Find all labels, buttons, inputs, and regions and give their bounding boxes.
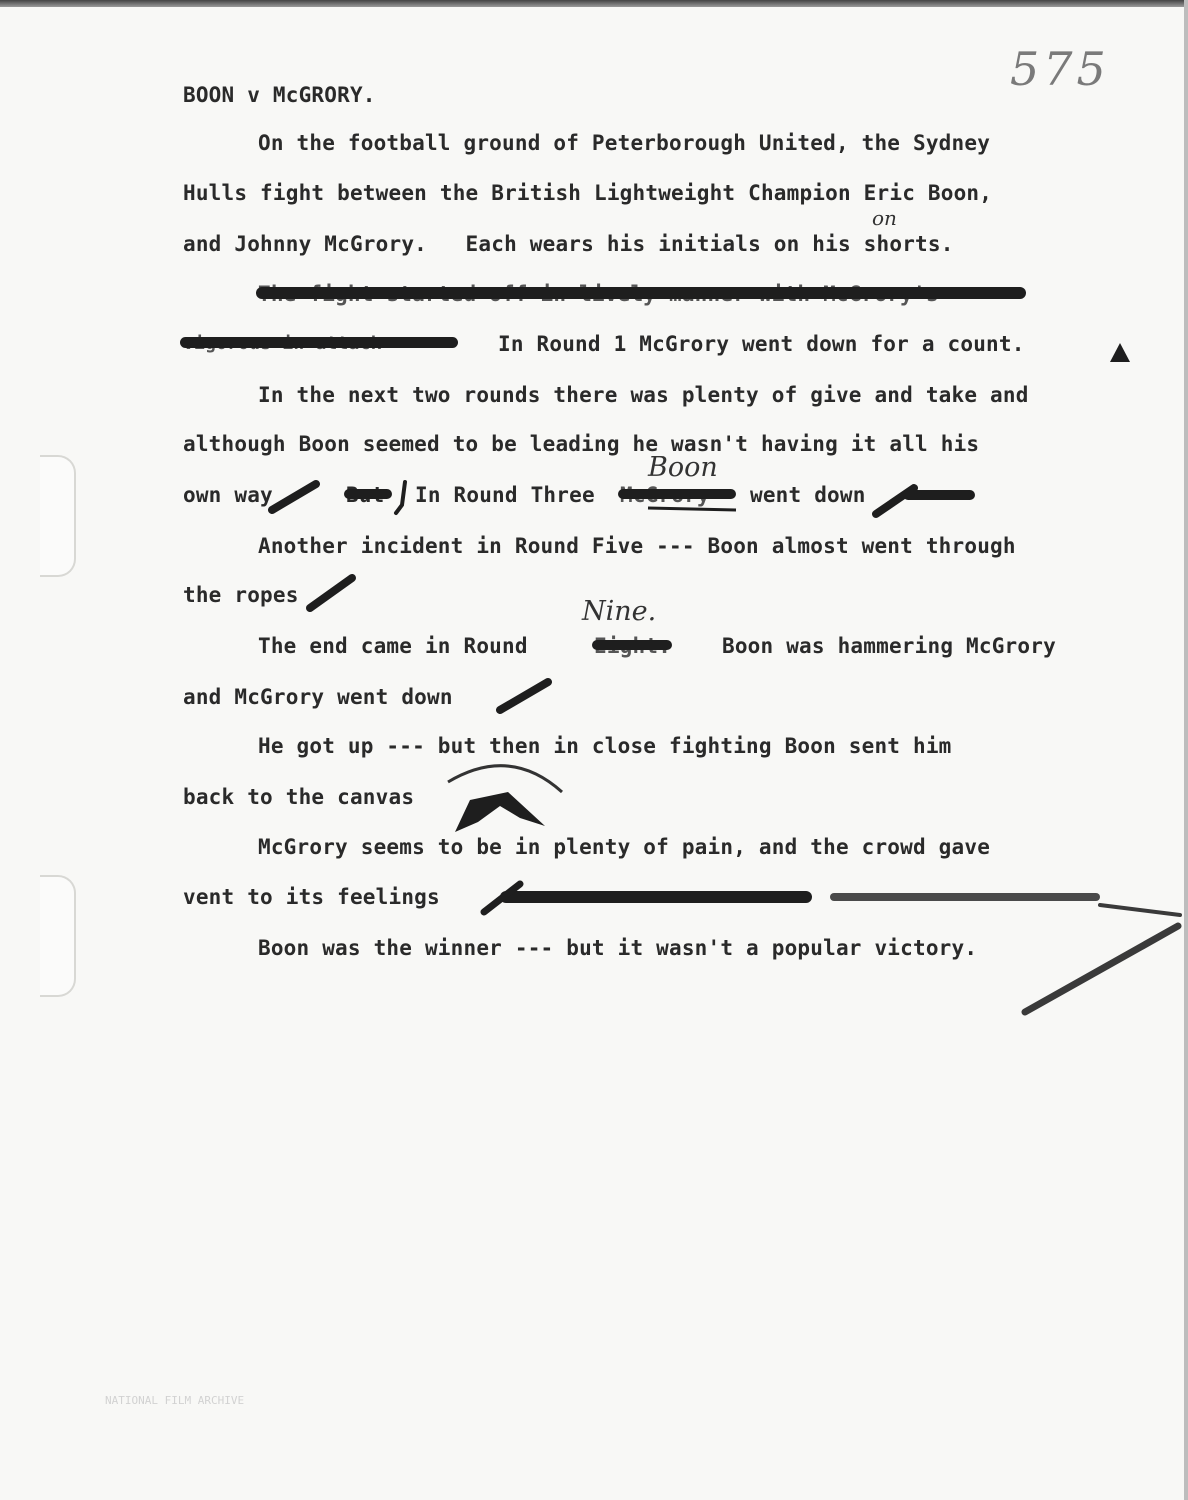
slash-mark: [484, 884, 520, 912]
paragraph-line: McGrory seems to be in plenty of pain, and the crowd gave: [258, 835, 991, 859]
insert-mark: [396, 482, 405, 513]
heading: BOON v McGRORY.: [183, 83, 376, 107]
paragraph-fragment: vent to its feelings: [183, 885, 440, 909]
handwritten-nine: Nine.: [582, 596, 657, 627]
slash-mark: [1025, 926, 1178, 1012]
arc-mark: [448, 766, 562, 792]
paragraph-line: In the next two rounds there was plenty of give and take and: [258, 383, 1029, 407]
paragraph-fragment: In Round Three: [415, 483, 595, 507]
paragraph-line: although Boon seemed to be leading he wasn't having it all his: [183, 432, 980, 456]
paragraph-line: Hulls fight between the British Lightweight Champion Eric Boon,: [183, 181, 993, 205]
slash-mark: [1100, 905, 1180, 915]
handwritten-on: on: [872, 206, 897, 230]
paragraph-fragment: went down: [750, 483, 866, 507]
paragraph-fragment: back to the canvas: [183, 785, 415, 809]
paragraph-fragment: the ropes: [183, 583, 299, 607]
paragraph-fragment: and McGrory went down: [183, 685, 453, 709]
paragraph-fragment: The end came in Round: [258, 634, 528, 658]
faint-footer-text: NATIONAL FILM ARCHIVE: [105, 1394, 245, 1407]
paragraph-fragment: Boon was hammering McGrory: [722, 634, 1056, 658]
paragraph-line: He got up --- but then in close fighting Boon sent him: [258, 734, 952, 758]
slash-mark: [876, 488, 914, 514]
paragraph-line: and Johnny McGrory. Each wears his initials on his shorts.: [183, 232, 954, 256]
paragraph-line: Another incident in Round Five --- Boon almost went through: [258, 534, 1016, 558]
paragraph-line: On the football ground of Peterborough United, the Sydney: [258, 131, 991, 155]
handwritten-boon: Boon: [648, 452, 718, 483]
underline-mark: [648, 508, 736, 510]
blot-mark: [455, 792, 545, 832]
paragraph-line: Boon was the winner --- but it wasn't a popular victory.: [258, 936, 978, 960]
handwritten-page-number: 575: [1010, 42, 1110, 96]
paragraph-fragment: own way: [183, 483, 273, 507]
slash-mark: [272, 484, 316, 510]
slash-mark: [500, 682, 548, 710]
slash-mark: [310, 578, 352, 608]
paragraph-line: In Round 1 McGrory went down for a count.: [498, 332, 1025, 356]
caret-mark: [1110, 343, 1130, 362]
